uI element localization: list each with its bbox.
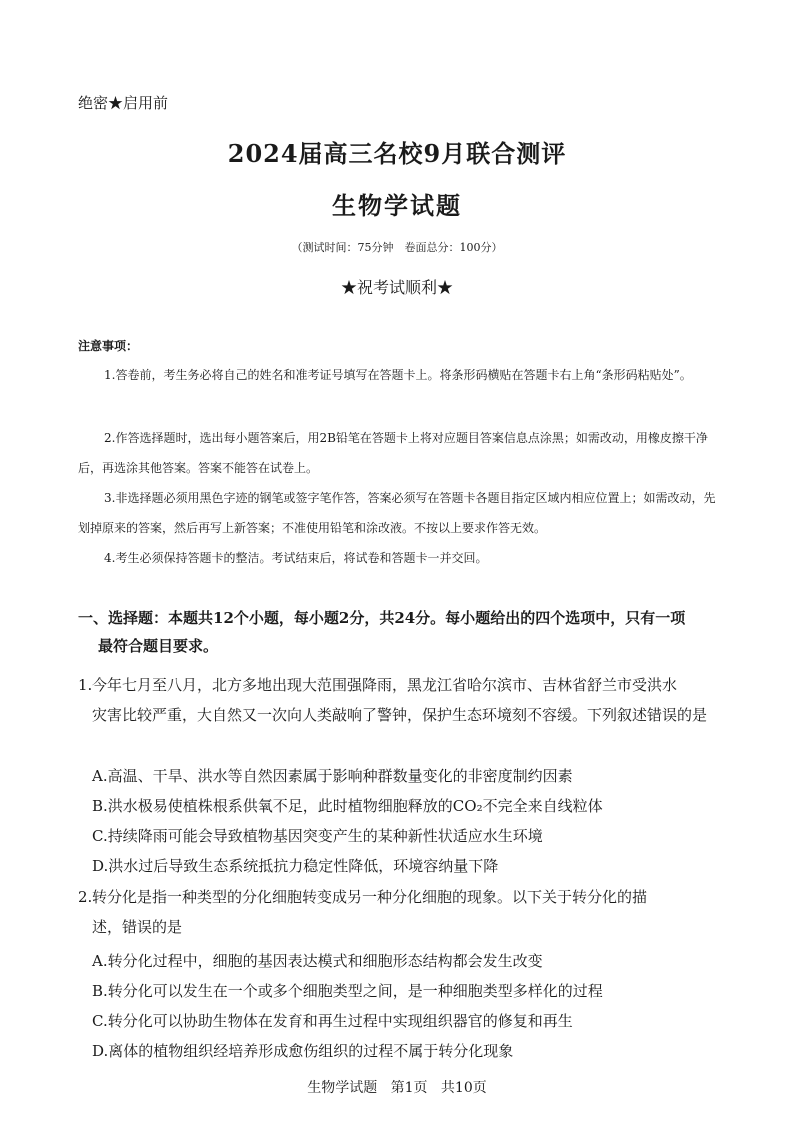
question-number: 2.	[78, 888, 93, 906]
question-stem-continuation: 述，错误的是	[92, 918, 183, 936]
footer-total-pages: 共10页	[440, 1080, 487, 1096]
page-footer	[0, 1077, 794, 1097]
question-2-option-c: C.转分化可以协助生物体在发育和再生过程中实现组织器官的修复和再生	[92, 1012, 573, 1030]
question-1-option-c: C.持续降雨可能会导致植物基因突变产生的某种新性状适应水生环境	[92, 827, 543, 845]
notes-heading: 注意事项：	[78, 339, 139, 353]
note-item: 3.非选择题必须用黑色字迹的钢笔或签字笔作答，答案必须写在答题卡各题目指定区域内相应位置上；如需改动，先划掉原来的答案，然后再写上新答案；不准使用铅笔和涂改液。不按以上要求作答无效。	[78, 491, 716, 535]
question-1-stem	[78, 670, 723, 730]
exam-info: （测试时间：75分钟 卷面总分：100分）	[291, 241, 503, 254]
exam-title: 2024届高三名校9月联合测评	[227, 139, 567, 168]
footer-page-number: 第1页	[390, 1080, 428, 1096]
question-2-option-a: A.转分化过程中，细胞的基因表达模式和细胞形态结构都会发生改变	[92, 952, 543, 970]
question-number: 1.	[78, 676, 93, 694]
good-luck-banner: ★祝考试顺利★	[340, 278, 453, 297]
question-1-option-b: B.洪水极易使植株根系供氧不足，此时植物细胞释放的CO₂不完全来自线粒体	[92, 797, 603, 815]
question-2-option-b: B.转分化可以发生在一个或多个细胞类型之间，是一种细胞类型多样化的过程	[92, 982, 603, 1000]
question-1-option-d: D.洪水过后导致生态系统抵抗力稳定性降低，环境容纳量下降	[92, 857, 499, 875]
question-stem-line: 今年七月至八月，北方多地出现大范围强降雨，黑龙江省哈尔滨市、吉林省舒兰市受洪水	[92, 676, 678, 694]
question-2-option-d: D.离体的植物组织经培养形成愈伤组织的过程不属于转分化现象	[92, 1042, 514, 1060]
note-item: 4.考生必须保持答题卡的整洁。考试结束后，将试卷和答题卡一并交回。	[104, 551, 488, 565]
question-1-option-a: A.高温、干旱、洪水等自然因素属于影响种群数量变化的非密度制约因素	[92, 767, 573, 785]
section-heading-line2: 最符合题目要求。	[98, 637, 219, 655]
subject-title: 生物学试题	[332, 191, 462, 220]
section-heading-line1: 一、选择题：本题共12个小题，每小题2分，共24分。每小题给出的四个选项中，只有一项	[78, 609, 686, 627]
confidential-mark: 绝密★启用前	[78, 94, 169, 112]
footer-subject: 生物学试题	[307, 1080, 378, 1096]
note-item: 2.作答选择题时，选出每小题答案后，用2B铅笔在答题卡上将对应题目答案信息点涂黑；如需改动，用橡皮擦干净后，再选涂其他答案。答案不能答在试卷上。	[78, 431, 708, 475]
section-heading	[78, 604, 728, 660]
question-stem-continuation: 灾害比较严重，大自然又一次向人类敲响了警钟，保护生态环境刻不容缓。下列叙述错误的是	[92, 706, 708, 724]
question-2-stem	[78, 882, 723, 942]
question-stem-line: 转分化是指一种类型的分化细胞转变成另一种分化细胞的现象。以下关于转分化的描	[92, 888, 648, 906]
note-item: 1.答卷前，考生务必将自己的姓名和准考证号填写在答题卡上。将条形码横贴在答题卡右上角“条形码粘贴处”。	[104, 368, 692, 382]
